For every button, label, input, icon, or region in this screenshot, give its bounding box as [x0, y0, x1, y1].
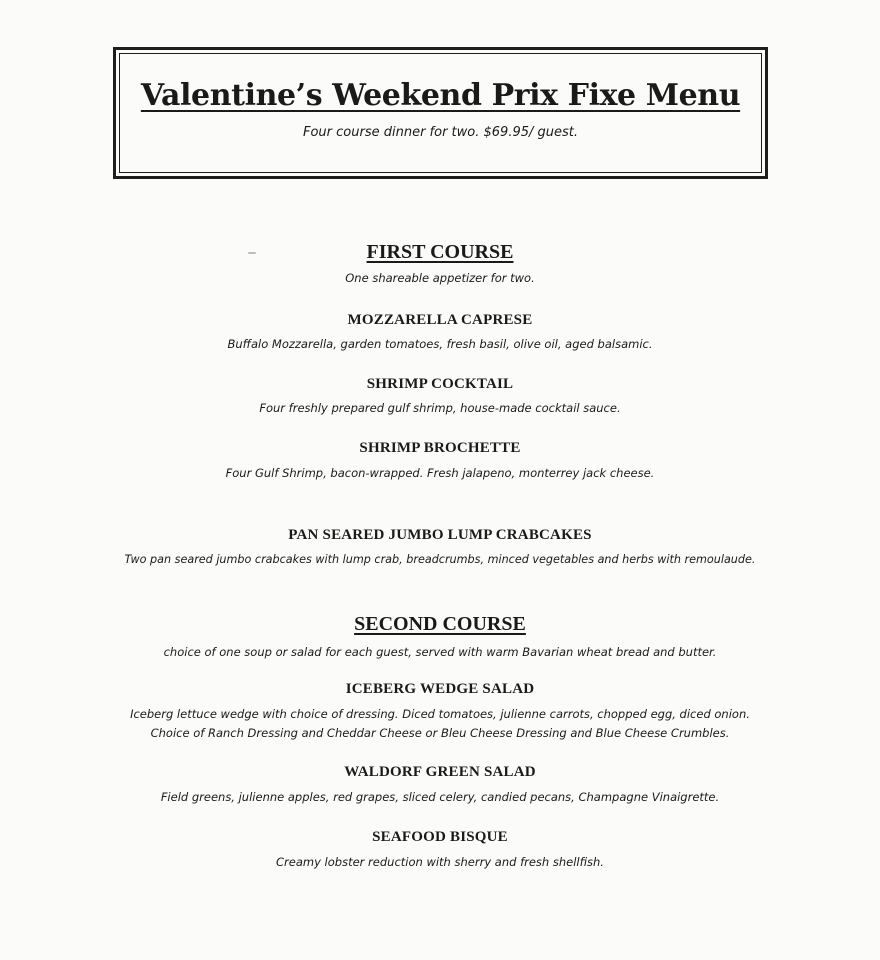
- second-course-note: choice of one soup or salad for each guest, served with warm Bavarian wheat bread and butter.: [163, 645, 717, 659]
- second-course-heading: SECOND COURSE: [354, 613, 526, 635]
- menu-item-name: WALDORF GREEN SALAD: [344, 764, 536, 780]
- menu-item-name: MOZZARELLA CAPRESE: [347, 312, 533, 328]
- menu-item-description: Four freshly prepared gulf shrimp, house-made cocktail sauce.: [259, 401, 621, 415]
- first-course-note: One shareable appetizer for two.: [345, 271, 535, 285]
- menu-title-box: [113, 47, 768, 179]
- menu-item-description: Four Gulf Shrimp, bacon-wrapped. Fresh jalapeno, monterrey jack cheese.: [225, 466, 655, 480]
- menu-item-name: SEAFOOD BISQUE: [372, 829, 508, 845]
- menu-item-description: Two pan seared jumbo crabcakes with lump crab, breadcrumbs, minced vegetables and herbs with remoulaude.: [124, 553, 756, 566]
- menu-item-description: Creamy lobster reduction with sherry and fresh shellfish.: [276, 855, 604, 869]
- menu-title-inner-frame: [119, 53, 762, 173]
- menu-item-name: ICEBERG WEDGE SALAD: [345, 681, 535, 697]
- menu-item-name: SHRIMP BROCHETTE: [359, 440, 521, 456]
- menu-item-name: SHRIMP COCKTAIL: [366, 376, 514, 392]
- menu-item-description: Field greens, julienne apples, red grapes, sliced celery, candied pecans, Champagne Vinaigrette.: [160, 790, 720, 804]
- menu-item-description: Buffalo Mozzarella, garden tomatoes, fresh basil, olive oil, aged balsamic.: [227, 337, 653, 351]
- menu-item-description-line2: Choice of Ranch Dressing and Cheddar Cheese or Bleu Cheese Dressing and Blue Cheese Crumbles.: [150, 726, 730, 740]
- menu-item-name: PAN SEARED JUMBO LUMP CRABCAKES: [288, 527, 592, 543]
- first-course-heading: FIRST COURSE: [366, 241, 514, 263]
- menu-subtitle: Four course dinner for two. $69.95/ guest.: [303, 125, 578, 140]
- menu-title: Valentine’s Weekend Prix Fixe Menu: [140, 78, 741, 113]
- menu-item-description: Iceberg lettuce wedge with choice of dressing. Diced tomatoes, julienne carrots, chopped egg, diced onion.: [130, 707, 750, 721]
